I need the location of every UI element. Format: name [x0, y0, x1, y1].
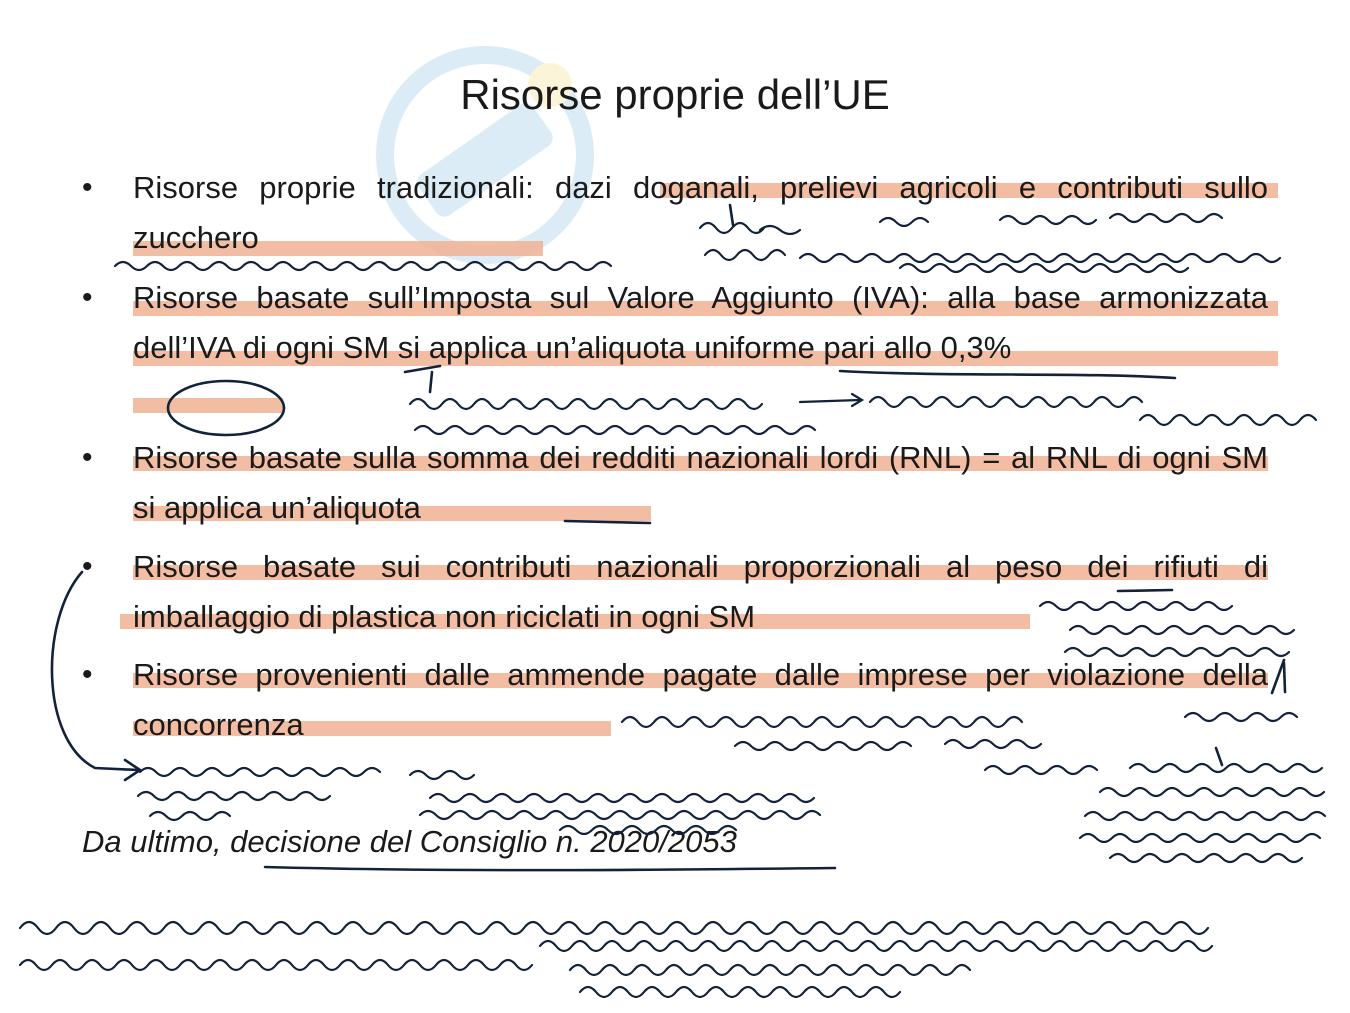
circle-mark [168, 381, 284, 435]
bullet-symbol: • [82, 550, 93, 583]
bullet-symbol: • [82, 441, 93, 474]
bullet-plastic-resources: Risorse basate sui contributi nazionali proporzionali al peso dei rifiuti di imballaggio di plastica non riciclati in ogni SM [133, 549, 1268, 634]
slide-title: Risorse proprie dell’UE [460, 71, 890, 118]
bullet-gni-resources: Risorse basate sulla somma dei redditi nazionali lordi (RNL) = al RNL di ogni SM si applica un’aliquota [133, 440, 1268, 525]
bullet-symbol: • [82, 658, 93, 691]
bullet-traditional-resources: Risorse proprie tradizionali: dazi doganali, prelievi agricoli e contributi sullo zucchero [133, 170, 1268, 255]
bullet-fines-resources: Risorse provenienti dalle ammende pagate dalle imprese per violazione della concorrenza [133, 657, 1268, 742]
council-decision-line: Da ultimo, decisione del Consiglio n. 2020/2053 [82, 824, 737, 859]
bullet-vat-resources: Risorse basate sull’Imposta sul Valore Aggiunto (IVA): alla base armonizzata dell’IVA di ogni SM si applica un’aliquota uniforme pari allo 0,3% [133, 280, 1268, 365]
bullet-symbol: • [82, 281, 93, 314]
bullet-symbol: • [82, 171, 93, 204]
